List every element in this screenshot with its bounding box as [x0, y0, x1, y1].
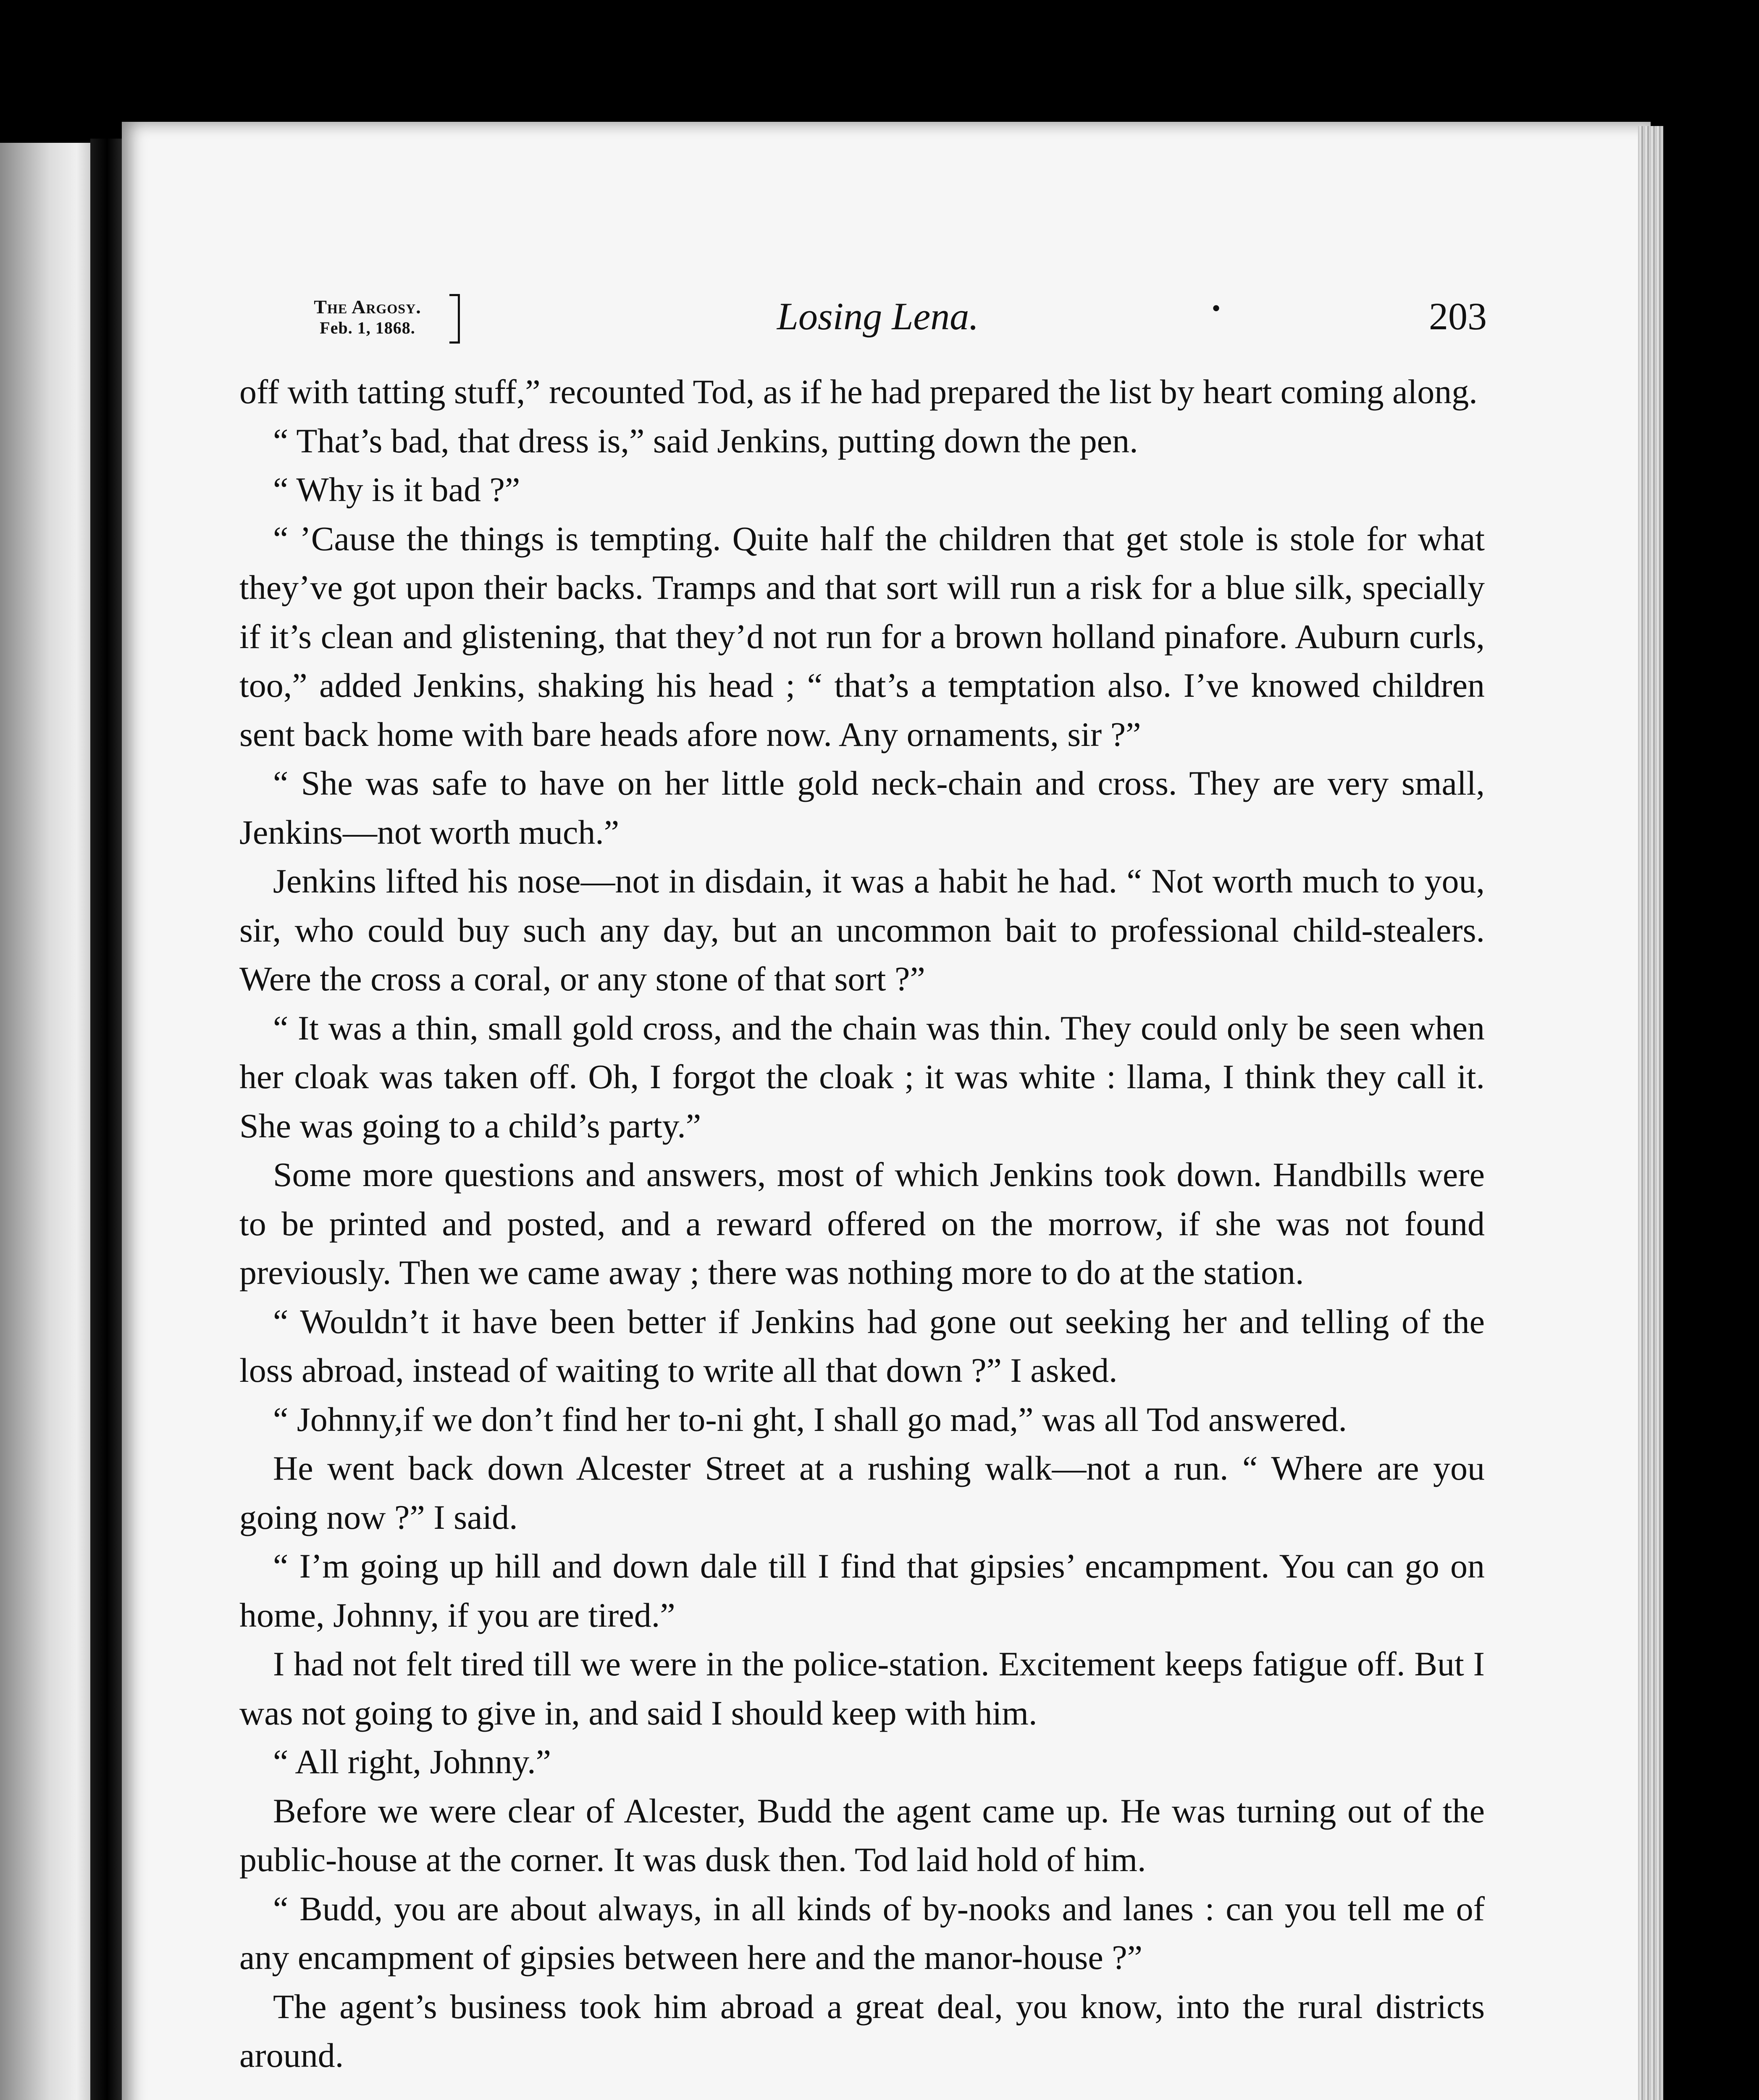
- paragraph: The agent’s business took him abroad a great deal, you know, into the rural districts around.: [239, 1987, 1485, 2074]
- paragraph: “ That’s bad, that dress is,” said Jenkins, putting down the pen.: [273, 421, 1138, 460]
- page-stack-edges: [1638, 126, 1663, 2100]
- paragraph: off with tatting stuff,” recounted Tod, as if he had prepared the list by heart coming along.: [239, 373, 1478, 411]
- citation-bracket: [449, 294, 460, 344]
- paragraph: “ Wouldn’t it have been better if Jenkins had gone out seeking her and telling of the loss abroad, instead of waiting to write all that down ?” I asked.: [239, 1302, 1485, 1389]
- running-head: [269, 294, 1487, 353]
- paragraph: “ Johnny,if we don’t find her to-ni ght, I shall go mad,” was all Tod answered.: [273, 1400, 1347, 1438]
- paragraph: “ It was a thin, small gold cross, and the chain was thin. They could only be seen when her cloak was taken off. Oh, I forgot the cloak ; it was white : llama, I think they call it. She was going to a child’s party.”: [239, 1008, 1485, 1145]
- paragraph: He went back down Alcester Street at a rushing walk—not a run. “ Where are you going now ?” I said.: [239, 1449, 1485, 1536]
- chapter-title: Losing Lena.: [777, 295, 979, 338]
- paragraph: “ I’m going up hill and down dale till I find that gipsies’ encampment. You can go on home, Johnny, if you are tired.”: [239, 1547, 1485, 1634]
- paragraph: Before we were clear of Alcester, Budd the agent came up. He was turning out of the public-house at the corner. It was dusk then. Tod laid hold of him.: [239, 1791, 1485, 1879]
- page-number: 203: [1429, 295, 1487, 338]
- paragraph: “ She was safe to have on her little gold neck-chain and cross. They are very small, Jenkins—not worth much.”: [239, 764, 1485, 851]
- paragraph: “ Why is it bad ?”: [273, 470, 520, 509]
- body-text: [239, 368, 1485, 2080]
- paragraph: Jenkins lifted his nose—not in disdain, it was a habit he had. “ Not worth much to you, sir, who could buy such any day, but an uncommon bait to professional child-stealers. Were the cross a coral, or any stone of that sort ?”: [239, 862, 1485, 998]
- paragraph: “ ’Cause the things is tempting. Quite half the children that get stole is stole for what they’ve got upon their backs. Tramps and that sort will run a risk for a blue silk, specially if it’s clean and glistening, that they’d not run for a brown holland pinafore. Auburn curls, too,” added Jenkins, shaking his head ; “ that’s a temptation also. I’ve knowed children sent back home with bare heads afore now. Any ornaments, sir ?”: [239, 519, 1485, 753]
- paragraph: Some more questions and answers, most of which Jenkins took down. Handbills were to be printed and posted, and a reward offered on the morrow, if she was not found previously. Then we came away ; there was nothing more to do at the station.: [239, 1155, 1485, 1292]
- source-title: The Argosy.: [314, 296, 421, 318]
- book-gutter: [90, 139, 124, 2100]
- paragraph: “ Budd, you are about always, in all kinds of by-nooks and lanes : can you tell me of any encampment of gipsies between here and the manor-house ?”: [239, 1889, 1485, 1977]
- source-citation: [269, 297, 466, 339]
- source-date: Feb. 1, 1868.: [320, 318, 415, 337]
- facing-page-edge: [0, 143, 90, 2100]
- paragraph: I had not felt tired till we were in the police-station. Excitement keeps fatigue off. But I was not going to give in, and said I should keep with him.: [239, 1645, 1485, 1732]
- printer-speck: •: [1212, 294, 1221, 322]
- paragraph: “ All right, Johnny.”: [273, 1743, 551, 1781]
